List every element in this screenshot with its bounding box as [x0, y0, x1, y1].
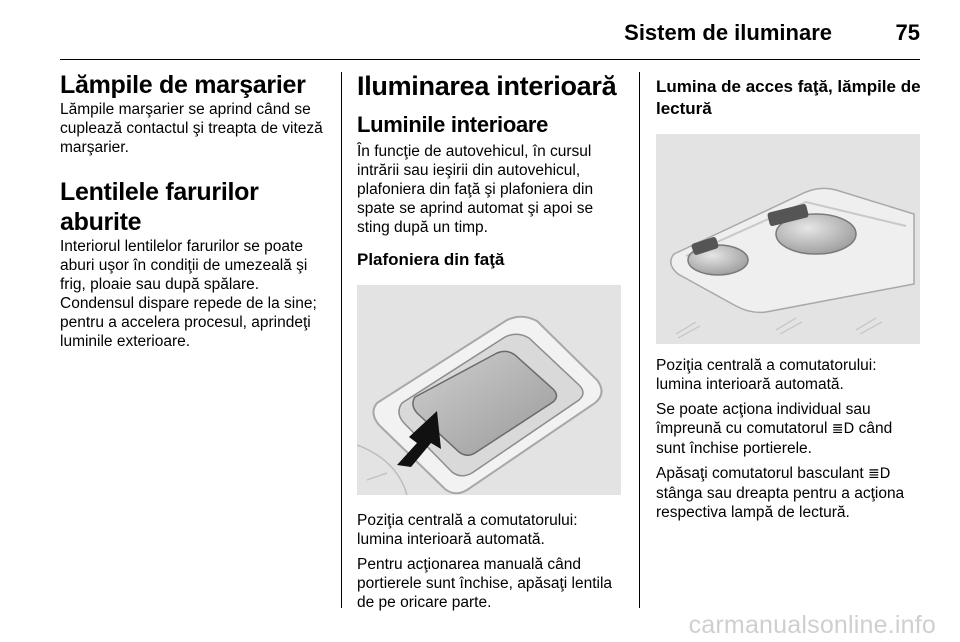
column-right [656, 70, 924, 522]
heading-reading-lamps: Lumina de acces faţă, lămpile de lectură [656, 77, 921, 118]
watermark: carmanualsonline.info [688, 611, 936, 639]
page-header [60, 18, 920, 60]
paragraph-individual-operation: Se poate acţiona individual sau împreună cu comutatorul ≣D când sunt închise portierele. [656, 401, 893, 457]
column-middle [357, 70, 625, 612]
paragraph-switch-center-reading: Poziţia centrală a comutatorului: lumina interioară automată. [656, 357, 877, 393]
section-title-interior-lighting: Iluminarea interioară [357, 71, 617, 101]
paragraph-manual-operation: Pentru acţionarea manuală când portierele sunt închise, apăsaţi lentila de pe oricare parte. [357, 556, 613, 611]
reading-lamps-image [656, 134, 920, 344]
section-title-fogged-lenses: Lentilele farurilor aburite [60, 178, 259, 236]
column-divider-1 [341, 72, 342, 608]
page-number: 75 [895, 20, 920, 45]
column-left [60, 70, 330, 351]
section-title-reverse-lamps: Lămpile de marşarier [60, 71, 306, 99]
heading-front-courtesy-light: Plafoniera din faţă [357, 250, 505, 269]
paragraph-reverse-lamps: Lămpile marşarier se aprind când se cuplează contactul şi treapta de viteză marşarier. [60, 101, 323, 156]
paragraph-switch-center: Poziţia centrală a comutatorului: lumina interioară automată. [357, 512, 578, 548]
front-courtesy-light-image [357, 285, 621, 495]
paragraph-fogged-lenses: Interiorul lentilelor farurilor se poate aburi uşor în condiţii de umezeală şi frig, ploaie sau după spălare. Condensul dispare repede de la sine; pentru a accelera procesul, aprindeţi luminile exterioare. [60, 238, 317, 350]
interior-light-symbol-icon: ≣D [831, 421, 855, 437]
paragraph-interior-lights: În funcţie de autovehicul, în cursul intrării sau ieşirii din autovehicul, plafoniera din faţă şi plafoniera din spate se aprind automat şi apoi se sting după un timp. [357, 143, 594, 236]
paragraph-rocker-switch: Apăsaţi comutatorul basculant ≣D stânga sau dreapta pentru a acţiona respectiva lampă de lectură. [656, 465, 905, 521]
header-title: Sistem de iluminare [624, 20, 832, 45]
column-divider-2 [639, 72, 640, 608]
interior-light-symbol-icon: ≣D [867, 466, 891, 482]
subsection-title-interior-lights: Luminile interioare [357, 112, 549, 137]
